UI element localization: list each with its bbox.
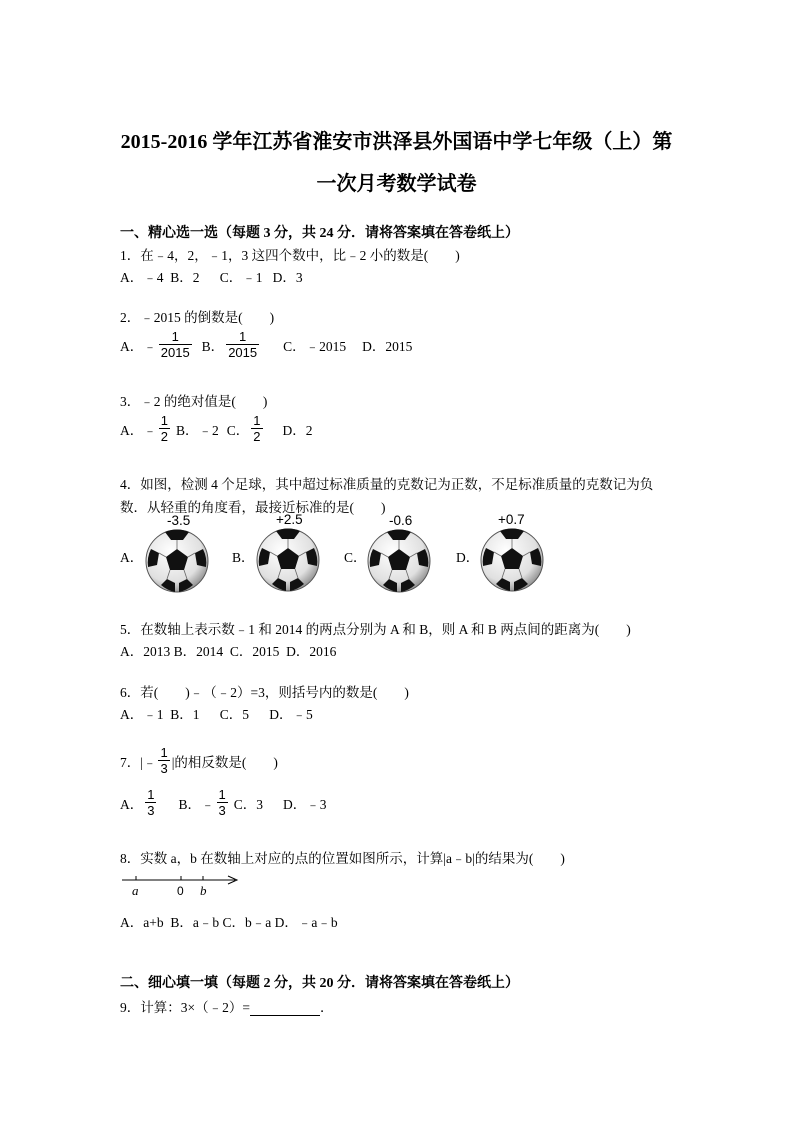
soccer-ball-a-icon <box>145 529 209 593</box>
q3-option-a-label: A．﹣ <box>120 422 157 438</box>
soccer-ball-c-icon <box>367 529 431 593</box>
q2-fraction-b: $\frac{1}{2015}$ <box>228 329 258 360</box>
q6-options: A．﹣1 B．1 C．5 D．﹣5 <box>120 707 313 722</box>
q3-options <box>120 413 313 444</box>
q7-stem <box>120 745 278 776</box>
q3-fraction-a: $\frac{1}{2}$ <box>160 413 168 444</box>
q8-number-line <box>120 870 245 900</box>
q4-ball-d-value: +0.7 <box>498 512 525 527</box>
q7-stem-suffix: |的相反数是( ) <box>171 754 278 770</box>
section-2-heading: 二、细心填一填（每题 2 分，共 20 分．请将答案填在答卷纸上） <box>120 976 519 991</box>
q4-ball-c-value: -0.6 <box>389 513 413 528</box>
q2-options <box>120 329 412 360</box>
q7-stem-fraction: $\frac{1}{3}$ <box>160 745 168 776</box>
q8-options: A．a+b B．a﹣b C．b﹣a D．﹣a﹣b <box>120 915 338 930</box>
q7-option-a-label: A． <box>120 796 144 812</box>
page-title-line1: 2015-2016 学年江苏省淮安市洪泽县外国语中学七年级（上）第 <box>120 131 673 153</box>
q9-stem <box>120 996 333 1016</box>
q4-option-d-label: D． <box>456 550 480 565</box>
q2-stem: 2．﹣2015 的倒数是( ) <box>120 310 275 325</box>
q7-fraction-a: $\frac{1}{3}$ <box>147 787 155 818</box>
q3-option-b: B．﹣2 <box>175 422 219 438</box>
q2-option-d: D．2015 <box>362 338 413 354</box>
q4-option-c-label: C． <box>344 550 367 565</box>
q4-ball-b-value: +2.5 <box>276 512 303 527</box>
soccer-ball-b-icon <box>256 528 320 592</box>
q7-fraction-b: $\frac{1}{3}$ <box>218 787 226 818</box>
q4-option-b-label: B． <box>232 550 255 565</box>
q3-option-d: D．2 <box>282 422 313 438</box>
page-title-line2: 一次月考数学试卷 <box>316 173 477 195</box>
q7-options <box>120 787 327 818</box>
q8-axis-label-0: 0 <box>177 884 184 898</box>
q2-option-a-label: A．﹣ <box>120 338 157 354</box>
q9-stem-text: 9．计算：3×（﹣2）= <box>120 1000 250 1015</box>
q5-options: A．2013 B．2014 C．2015 D．2016 <box>120 644 337 659</box>
q7-option-c: C．3 <box>233 796 263 812</box>
section-1-heading: 一、精心选一选（每题 3 分，共 24 分．请将答案填在答卷纸上） <box>120 226 519 241</box>
q9-stem-end: ． <box>319 1000 334 1015</box>
q3-fraction-c: $\frac{1}{2}$ <box>253 413 261 444</box>
q1-options: A．﹣4 B．2 C．﹣1 D．3 <box>120 270 303 285</box>
q4-ball-a-value: -3.5 <box>167 513 191 528</box>
q8-stem: 8．实数 a，b 在数轴上对应的点的位置如图所示，计算|a﹣b|的结果为( ) <box>120 851 565 866</box>
q3-stem: 3．﹣2 的绝对值是( ) <box>120 394 268 409</box>
q8-axis-label-a: a <box>132 883 139 898</box>
q8-axis-label-b: b <box>200 883 207 898</box>
soccer-ball-d-icon <box>480 528 544 592</box>
q3-option-c-label: C． <box>226 422 250 438</box>
q1-stem: 1．在﹣4，2，﹣1，3 这四个数中，比﹣2 小的数是( ) <box>120 248 460 263</box>
q2-option-c: C．﹣2015 <box>283 338 347 354</box>
q7-option-d: D．﹣3 <box>283 796 327 812</box>
q4-option-a-label: A． <box>120 550 144 565</box>
q7-stem-prefix: 7．|﹣ <box>120 754 157 770</box>
q2-option-b-label: B． <box>201 338 225 354</box>
q7-option-b-label: B．﹣ <box>178 796 215 812</box>
q4-stem-line1: 4．如图，检测 4 个足球，其中超过标准质量的克数记为正数，不足标准质量的克数记为负 <box>120 477 654 492</box>
q9-answer-blank[interactable] <box>250 1003 320 1016</box>
q2-fraction-a: $\frac{1}{2015}$ <box>160 329 190 360</box>
q6-stem: 6．若( )﹣（﹣2）=3，则括号内的数是( ) <box>120 685 409 700</box>
q5-stem: 5．在数轴上表示数﹣1 和 2014 的两点分别为 A 和 B，则 A 和 B 两点间的距离为( ) <box>120 622 631 637</box>
q4-stem-line2: 数．从轻重的角度看，最接近标准的是( ) <box>120 500 386 515</box>
